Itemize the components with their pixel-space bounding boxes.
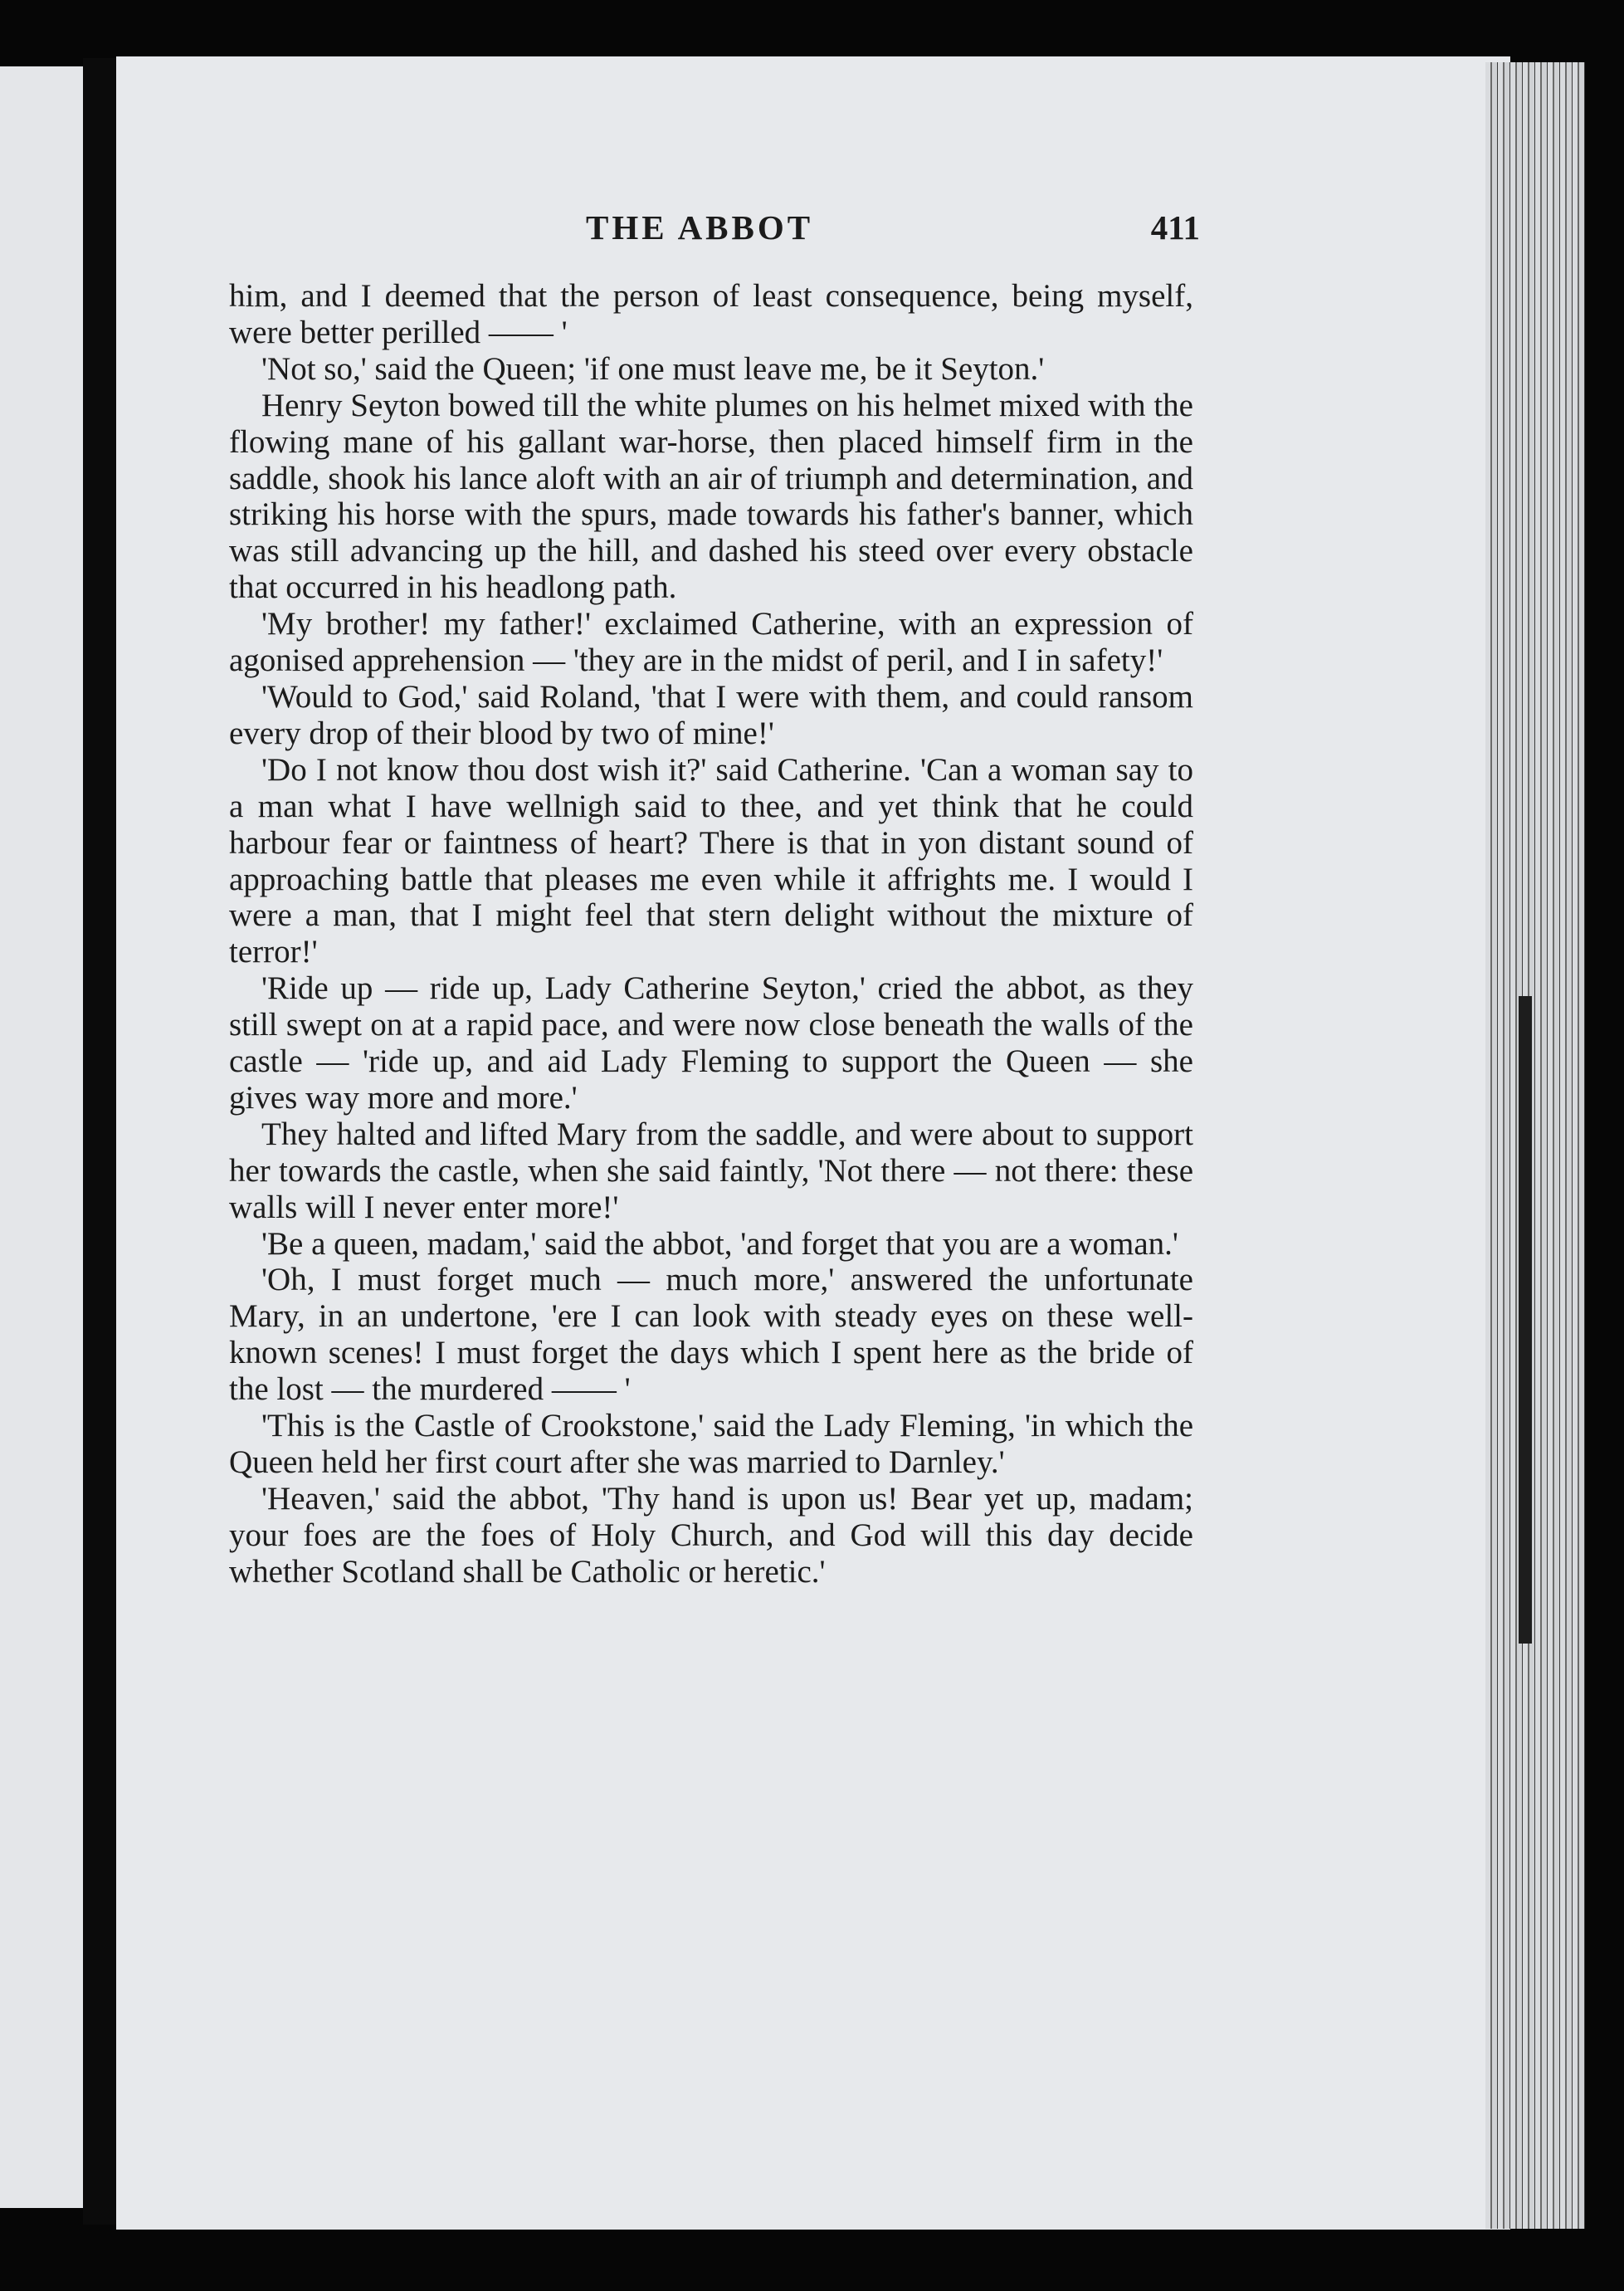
paragraph: him, and I deemed that the person of least consequence, being myself, were better perilled —— ' xyxy=(229,278,1193,350)
facing-page-edge xyxy=(0,66,83,2208)
paragraph: They halted and lifted Mary from the saddle, and were about to support her towards the castle, when she said faintly, 'Not there — not there: these walls will I never enter more!' xyxy=(229,1116,1193,1225)
paragraph: 'Be a queen, madam,' said the abbot, 'and forget that you are a woman.' xyxy=(261,1225,1178,1262)
page-fore-edges xyxy=(1485,62,1585,2229)
paragraph: 'Do I not know thou dost wish it?' said Catherine. 'Can a woman say to a man what I have wellnigh said to thee, and yet think that he could harbour fear or faintness of heart? There is that in yon distant sound of approaching battle that pleases me even while it affrights me. I would I were a man, that I might feel that stern delight without the mixture of terror!' xyxy=(229,751,1193,970)
page-edge-shadow xyxy=(1519,996,1532,1644)
book-gutter xyxy=(83,58,116,2225)
paragraph: 'Ride up — ride up, Lady Catherine Seyton,' cried the abbot, as they still swept on at a rapid pace, and were now close beneath the walls of the castle — 'ride up, and aid Lady Fleming to support the Queen — she gives way more and more.' xyxy=(229,970,1193,1116)
running-title: THE ABBOT xyxy=(586,208,814,247)
paragraph: 'Not so,' said the Queen; 'if one must leave me, be it Seyton.' xyxy=(261,350,1045,387)
paragraph: 'Would to God,' said Roland, 'that I were with them, and could ransom every drop of their blood by two of mine!' xyxy=(229,678,1193,751)
paragraph: 'Heaven,' said the abbot, 'Thy hand is upon us! Bear yet up, madam; your foes are the foes of Holy Church, and God will this day decide whether Scotland shall be Catholic or heretic.' xyxy=(229,1480,1193,1590)
page-header xyxy=(229,208,1200,257)
paragraph: 'Oh, I must forget much — much more,' answered the unfortunate Mary, in an undertone, 'ere I can look with steady eyes on these well-known scenes! I must forget the days which I spent here as the bride of the lost — the murdered —— ' xyxy=(229,1262,1193,1408)
paragraph: 'My brother! my father!' exclaimed Catherine, with an expression of agonised apprehension — 'they are in the midst of peril, and I in safety!' xyxy=(229,606,1193,679)
paragraph: 'This is the Castle of Crookstone,' said the Lady Fleming, 'in which the Queen held her first court after she was married to Darnley.' xyxy=(229,1408,1193,1480)
paragraph: Henry Seyton bowed till the white plumes on his helmet mixed with the flowing mane of his gallant war-horse, then placed himself firm in the saddle, shook his lance aloft with an air of triumph and determination, and striking his horse with the spurs, made towards his father's banner, which was still advancing up the hill, and dashed his steed over every obstacle that occurred in his headlong path. xyxy=(229,387,1193,606)
body-text xyxy=(229,278,1193,1590)
page-number: 411 xyxy=(1150,208,1200,247)
